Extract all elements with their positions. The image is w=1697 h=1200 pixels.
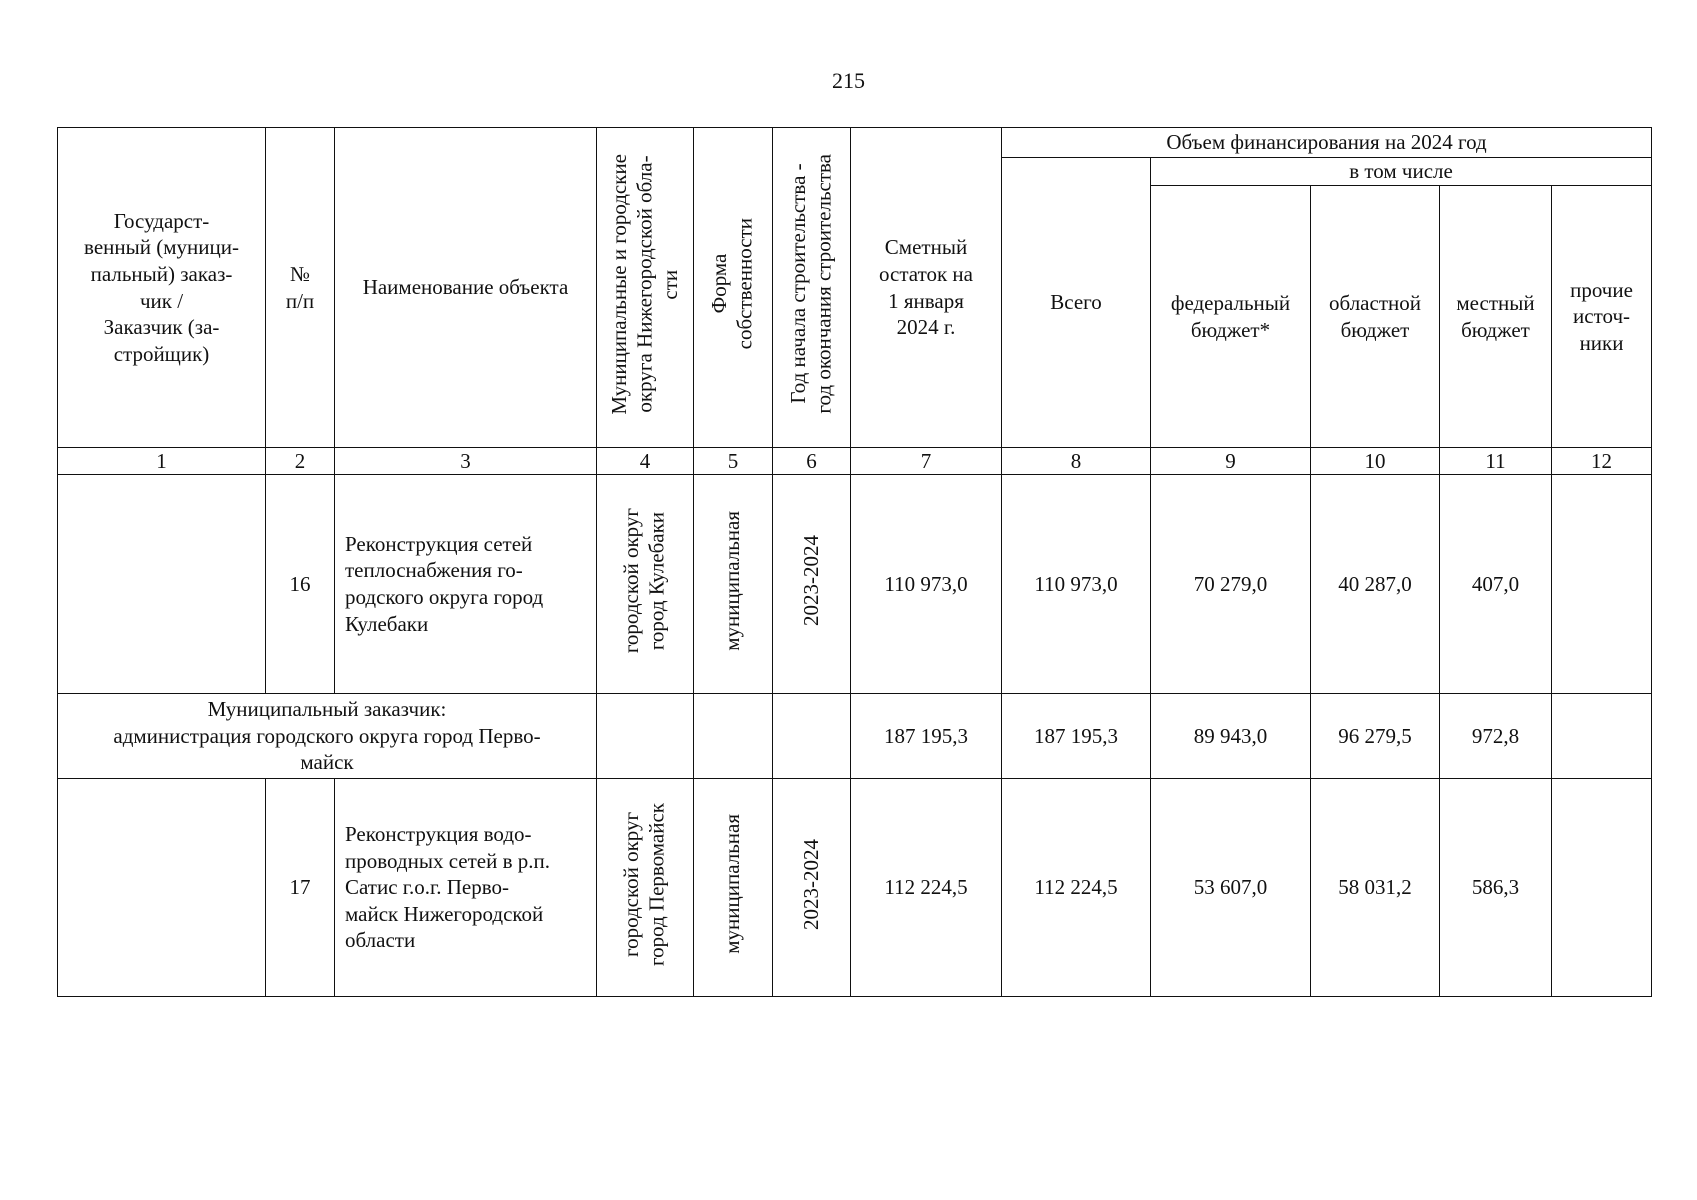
cell-ownership [694,475,773,694]
cell-object: Реконструкция сетей теплоснабжения го- родского округа город Кулебаки [335,475,597,694]
page-number: 215 [832,68,865,93]
col-number: 7 [851,448,1002,475]
col-number: 6 [773,448,851,475]
header-ownership-text: Форма собственности [707,218,757,350]
header-federal-text: федеральный бюджет* [1170,290,1291,342]
col-number: 1 [58,448,266,475]
col-number: 3 [335,448,597,475]
cell-ownership-text: муниципальная [720,814,745,955]
header-total-text: Всего [1050,290,1102,315]
header-other [1552,186,1652,448]
header-balance [851,128,1002,448]
cell-district [597,475,694,694]
header-districts-text: Муниципальные и городские округа Нижегородской обла- сти [606,153,682,415]
cell-other [1552,694,1652,779]
cell-balance: 110 973,0 [851,475,1002,694]
cell-local: 972,8 [1440,694,1552,779]
header-years-text: Год начала строительства - год окончания строительства [785,154,836,414]
table-row [58,779,1652,997]
column-number-row [58,448,1652,475]
col-number: 12 [1552,448,1652,475]
header-num [266,128,335,448]
cell-federal: 53 607,0 [1151,779,1311,997]
header-including-text: в том числе [1349,159,1453,184]
header-local [1440,186,1552,448]
cell-regional: 58 031,2 [1311,779,1440,997]
cell-ownership-text: муниципальная [720,510,745,651]
cell-total: 110 973,0 [1002,475,1151,694]
cell-balance: 187 195,3 [851,694,1002,779]
header-years [773,128,851,448]
cell-years [773,694,851,779]
col-number: 8 [1002,448,1151,475]
header-financing-text: Объем финансирования на 2024 год [1166,130,1487,155]
col-number: 2 [266,448,335,475]
col-number: 4 [597,448,694,475]
header-row-1 [58,128,1652,158]
cell-years [773,779,851,997]
col-number: 5 [694,448,773,475]
header-regional [1311,186,1440,448]
header-num-text: № п/п [285,261,315,313]
header-other-text: прочие источ- ники [1570,277,1633,355]
cell-years-text: 2023-2024 [798,838,823,930]
header-balance-text: Сметный остаток на 1 января 2024 г. [879,235,973,340]
cell-local: 586,3 [1440,779,1552,997]
header-ownership [694,128,773,448]
header-total [1002,158,1151,448]
cell-years-text: 2023-2024 [798,535,823,627]
cell-total: 112 224,5 [1002,779,1151,997]
col-number: 11 [1440,448,1552,475]
cell-balance: 112 224,5 [851,779,1002,997]
cell-customer [58,475,266,694]
cell-num: 16 [266,475,335,694]
header-including [1151,158,1652,186]
header-object [335,128,597,448]
cell-num: 17 [266,779,335,997]
cell-total: 187 195,3 [1002,694,1151,779]
header-districts [597,128,694,448]
cell-district-text: городской округ город Первомайск [619,802,669,966]
cell-customer-group: Муниципальный заказчик: администрация городского округа город Перво- майск [58,694,597,779]
cell-federal: 89 943,0 [1151,694,1311,779]
header-customer [58,128,266,448]
col-number: 9 [1151,448,1311,475]
cell-district [597,694,694,779]
cell-ownership [694,694,773,779]
header-federal [1151,186,1311,448]
financing-table [57,127,1652,997]
cell-district-text: городской округ город Кулебаки [619,508,669,654]
header-customer-text: Государст- венный (муници- пальный) заказ- чик / Заказчик (за- стройщик) [84,208,239,366]
cell-regional: 96 279,5 [1311,694,1440,779]
cell-years [773,475,851,694]
cell-regional: 40 287,0 [1311,475,1440,694]
table-row [58,475,1652,694]
header-object-text: Наименование объекта [362,275,569,300]
cell-local: 407,0 [1440,475,1552,694]
cell-federal: 70 279,0 [1151,475,1311,694]
col-number: 10 [1311,448,1440,475]
cell-object: Реконструкция водо- проводных сетей в р.п. Сатис г.о.г. Перво- майск Нижегородской области [335,779,597,997]
cell-district [597,779,694,997]
header-local-text: местный бюджет [1456,290,1535,342]
cell-other [1552,475,1652,694]
header-financing [1002,128,1652,158]
cell-customer [58,779,266,997]
cell-other [1552,779,1652,997]
cell-ownership [694,779,773,997]
table-row [58,694,1652,779]
header-regional-text: областной бюджет [1329,290,1421,342]
